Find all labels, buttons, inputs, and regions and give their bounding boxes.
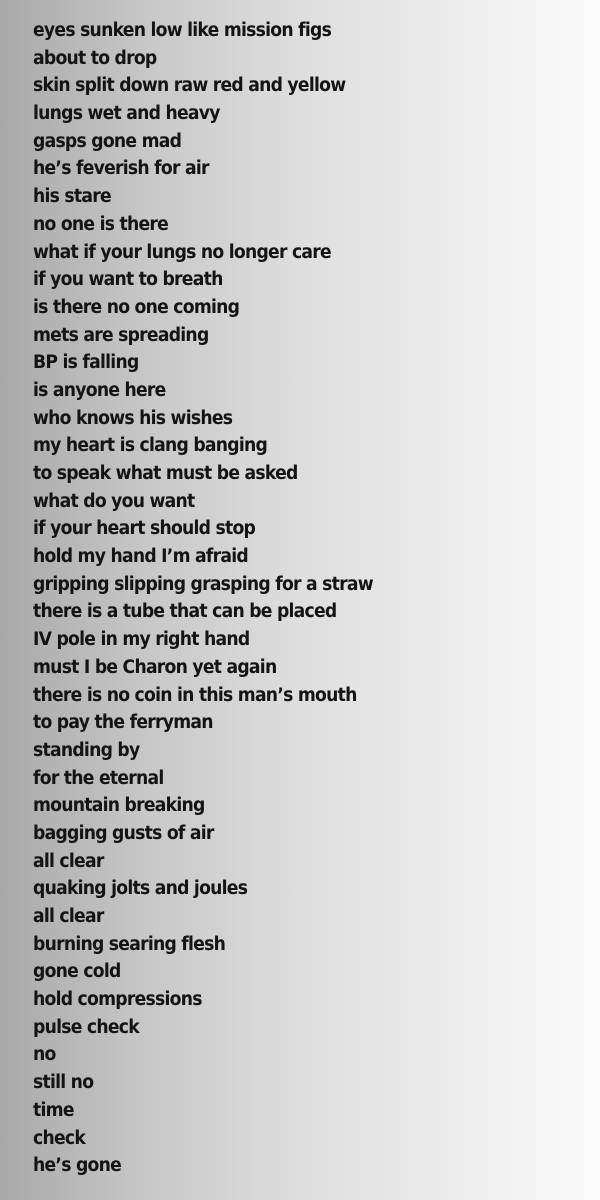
poem-line: bagging gusts of air xyxy=(33,822,214,844)
poem-line: is there no one coming xyxy=(33,296,240,318)
poem-line: burning searing flesh xyxy=(33,933,226,955)
poem-line: no xyxy=(33,1044,56,1066)
poem-text xyxy=(33,17,398,1180)
poem-line: gone cold xyxy=(33,961,121,983)
poem-line: hold compressions xyxy=(33,989,202,1011)
poem-line: BP is falling xyxy=(33,352,139,374)
poem-line: check xyxy=(33,1127,86,1149)
poem-line: still no xyxy=(33,1072,94,1094)
poem-line: for the eternal xyxy=(33,767,164,789)
poem-line: pulse check xyxy=(33,1016,139,1038)
poem-line: gripping slipping grasping for a straw xyxy=(33,573,373,595)
poem-line: must I be Charon yet again xyxy=(33,656,277,678)
poem-line: if your heart should stop xyxy=(33,518,256,540)
poem-line: standing by xyxy=(33,739,140,761)
poem-line: no one is there xyxy=(33,213,169,235)
poem-line: lungs wet and heavy xyxy=(33,103,220,125)
poem-line: there is a tube that can be placed xyxy=(33,601,337,623)
poem-line: all clear xyxy=(33,850,104,872)
poem-line: who knows his wishes xyxy=(33,407,233,429)
poem-line: he’s gone xyxy=(33,1155,122,1177)
poem-line: mountain breaking xyxy=(33,795,205,817)
poem-line: to pay the ferryman xyxy=(33,712,213,734)
poem-line: there is no coin in this man’s mouth xyxy=(33,684,357,706)
poem-line: eyes sunken low like mission figs xyxy=(33,20,332,41)
poem-line: if you want to breath xyxy=(33,269,223,291)
poem-line: gasps gone mad xyxy=(33,130,182,152)
poem-line: he’s feverish for air xyxy=(33,158,209,180)
poem-line: quaking jolts and joules xyxy=(33,878,248,900)
poem-line: his stare xyxy=(33,186,111,208)
poem-line: about to drop xyxy=(33,47,157,69)
poem-line: my heart is clang banging xyxy=(33,435,268,457)
poem-line: IV pole in my right hand xyxy=(33,629,250,651)
poem-line: hold my hand I’m afraid xyxy=(33,546,248,568)
poem-line: mets are spreading xyxy=(33,324,209,346)
poem-line: all clear xyxy=(33,906,104,927)
poem-line: time xyxy=(33,1099,74,1121)
poem-line: skin split down raw red and yellow xyxy=(33,75,346,97)
poem-line: what if your lungs no longer care xyxy=(33,241,331,263)
poem-line: to speak what must be asked xyxy=(33,463,298,484)
poem-line: is anyone here xyxy=(33,379,166,401)
poem-line: what do you want xyxy=(33,490,195,512)
